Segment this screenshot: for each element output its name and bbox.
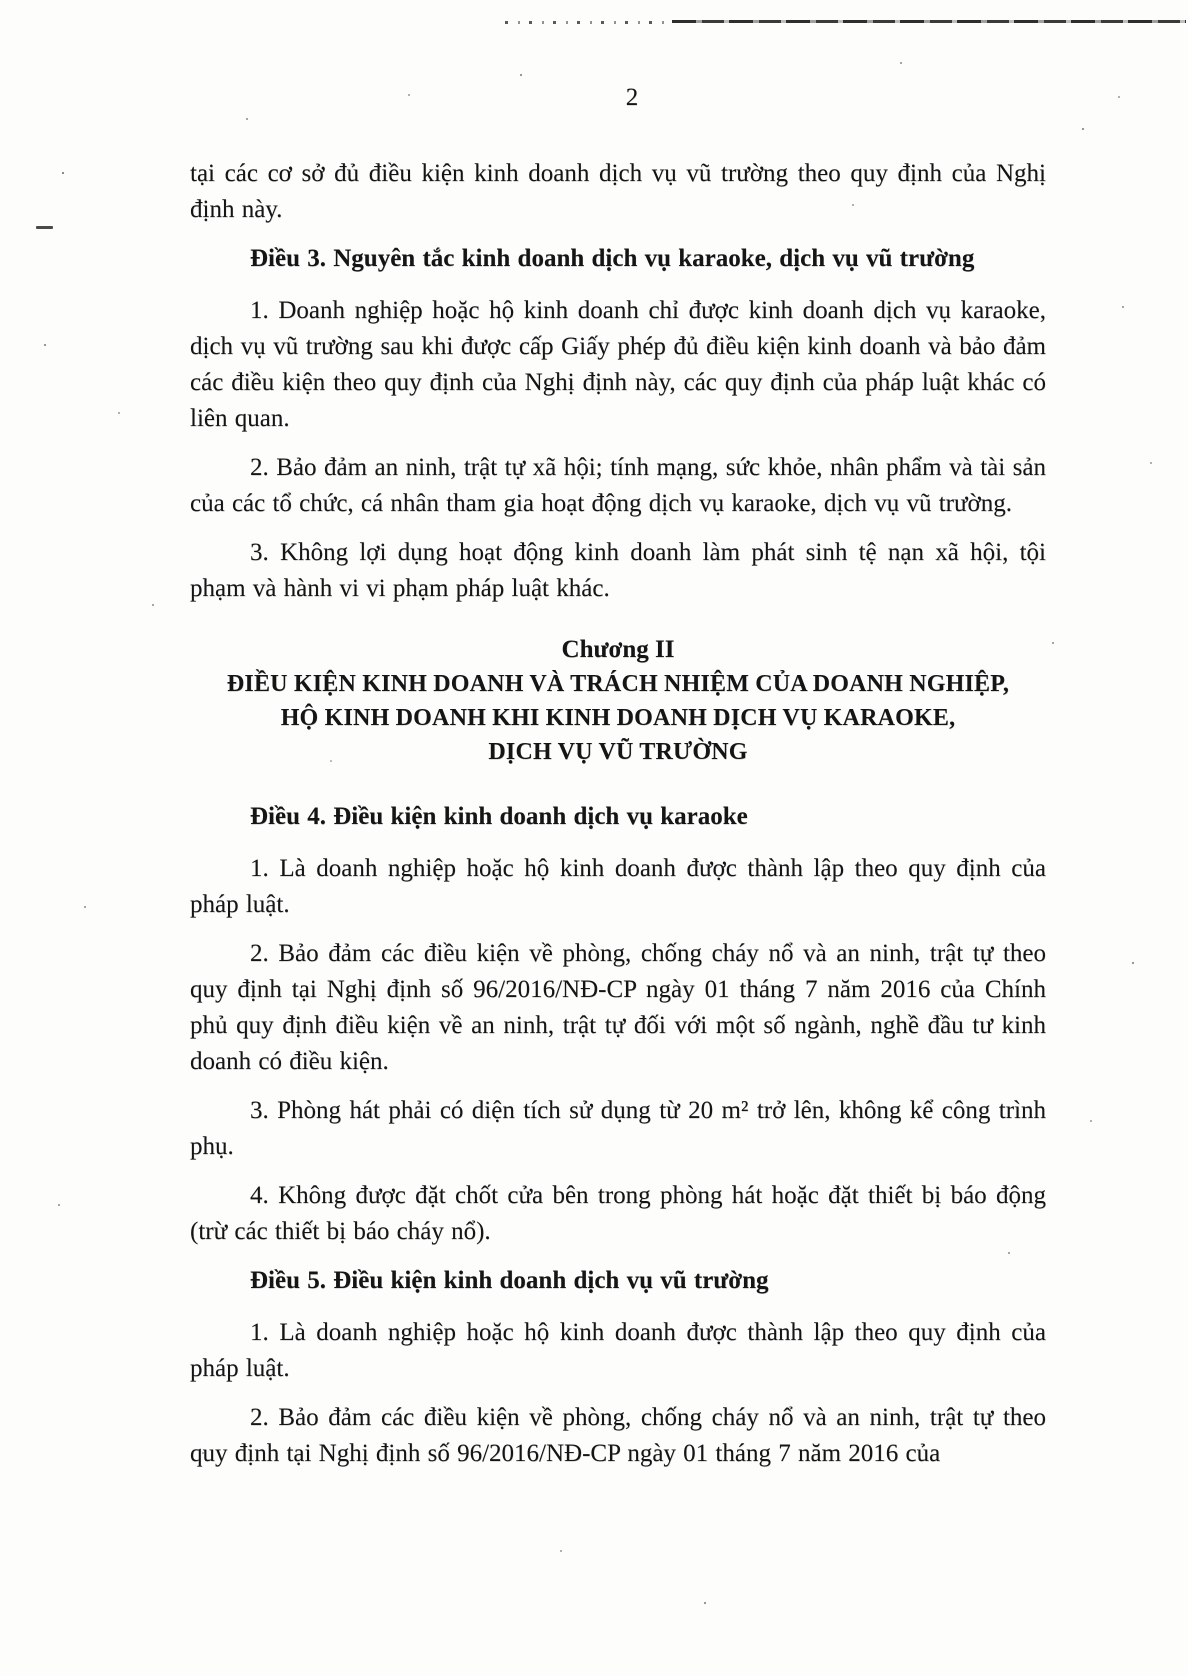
- article-4-clause-3: 3. Phòng hát phải có diện tích sử dụng từ 20 m² trở lên, không kể công trình phụ.: [190, 1097, 1046, 1160]
- scan-noise-specks: [0, 0, 2, 2]
- chapter-2-title-line-2: HỘ KINH DOANH KHI KINH DOANH DỊCH VỤ KARAOKE,: [280, 705, 956, 731]
- scan-artifact-left-dash: [36, 226, 53, 229]
- article-5-heading: Điều 5. Điều kiện kinh doanh dịch vụ vũ trường: [250, 1267, 769, 1294]
- chapter-2-label: Chương II: [561, 636, 675, 663]
- document-content: [190, 82, 1046, 1472]
- article-3-clause-2: 2. Bảo đảm an ninh, trật tự xã hội; tính mạng, sức khỏe, nhân phẩm và tài sản của các tổ chức, cá nhân tham gia hoạt động dịch vụ karaoke, dịch vụ vũ trường.: [190, 454, 1046, 517]
- article-4-heading: Điều 4. Điều kiện kinh doanh dịch vụ karaoke: [250, 803, 748, 830]
- article-3-heading: Điều 3. Nguyên tắc kinh doanh dịch vụ karaoke, dịch vụ vũ trường: [250, 245, 975, 272]
- chapter-2-title-line-3: DỊCH VỤ VŨ TRƯỜNG: [488, 739, 748, 765]
- article-3-clause-3: 3. Không lợi dụng hoạt động kinh doanh làm phát sinh tệ nạn xã hội, tội phạm và hành vi vi phạm pháp luật khác.: [190, 539, 1046, 602]
- paragraph-continuation: tại các cơ sở đủ điều kiện kinh doanh dịch vụ vũ trường theo quy định của Nghị định này.: [190, 160, 1046, 223]
- article-5-clause-1: 1. Là doanh nghiệp hoặc hộ kinh doanh được thành lập theo quy định của pháp luật.: [190, 1319, 1046, 1382]
- scan-artifact-solid-line: [672, 20, 1186, 23]
- article-4-clause-4: 4. Không được đặt chốt cửa bên trong phòng hát hoặc đặt thiết bị báo động (trừ các thiết bị báo cháy nổ).: [190, 1182, 1046, 1245]
- page-number: 2: [625, 84, 639, 111]
- scan-artifact-dotted-line: [505, 21, 673, 24]
- article-3-clause-1: 1. Doanh nghiệp hoặc hộ kinh doanh chỉ được kinh doanh dịch vụ karaoke, dịch vụ vũ trường sau khi được cấp Giấy phép đủ điều kiện kinh doanh và bảo đảm các điều kiện theo quy định của Nghị định này, các quy định của pháp luật khác có liên quan.: [190, 297, 1046, 432]
- article-4-clause-2: 2. Bảo đảm các điều kiện về phòng, chống cháy nổ và an ninh, trật tự theo quy định tại Nghị định số 96/2016/NĐ-CP ngày 01 tháng 7 năm 2016 của Chính phủ quy định điều kiện về an ninh, trật tự đối với một số ngành, nghề đầu tư kinh doanh có điều kiện.: [190, 940, 1046, 1075]
- article-5-clause-2: 2. Bảo đảm các điều kiện về phòng, chống cháy nổ và an ninh, trật tự theo quy định tại Nghị định số 96/2016/NĐ-CP ngày 01 tháng 7 năm 2016 của: [190, 1404, 1046, 1467]
- chapter-2-title-line-1: ĐIỀU KIỆN KINH DOANH VÀ TRÁCH NHIỆM CỦA DOANH NGHIỆP,: [226, 671, 1010, 697]
- article-4-clause-1: 1. Là doanh nghiệp hoặc hộ kinh doanh được thành lập theo quy định của pháp luật.: [190, 855, 1046, 918]
- chapter-2-block: [190, 633, 1046, 769]
